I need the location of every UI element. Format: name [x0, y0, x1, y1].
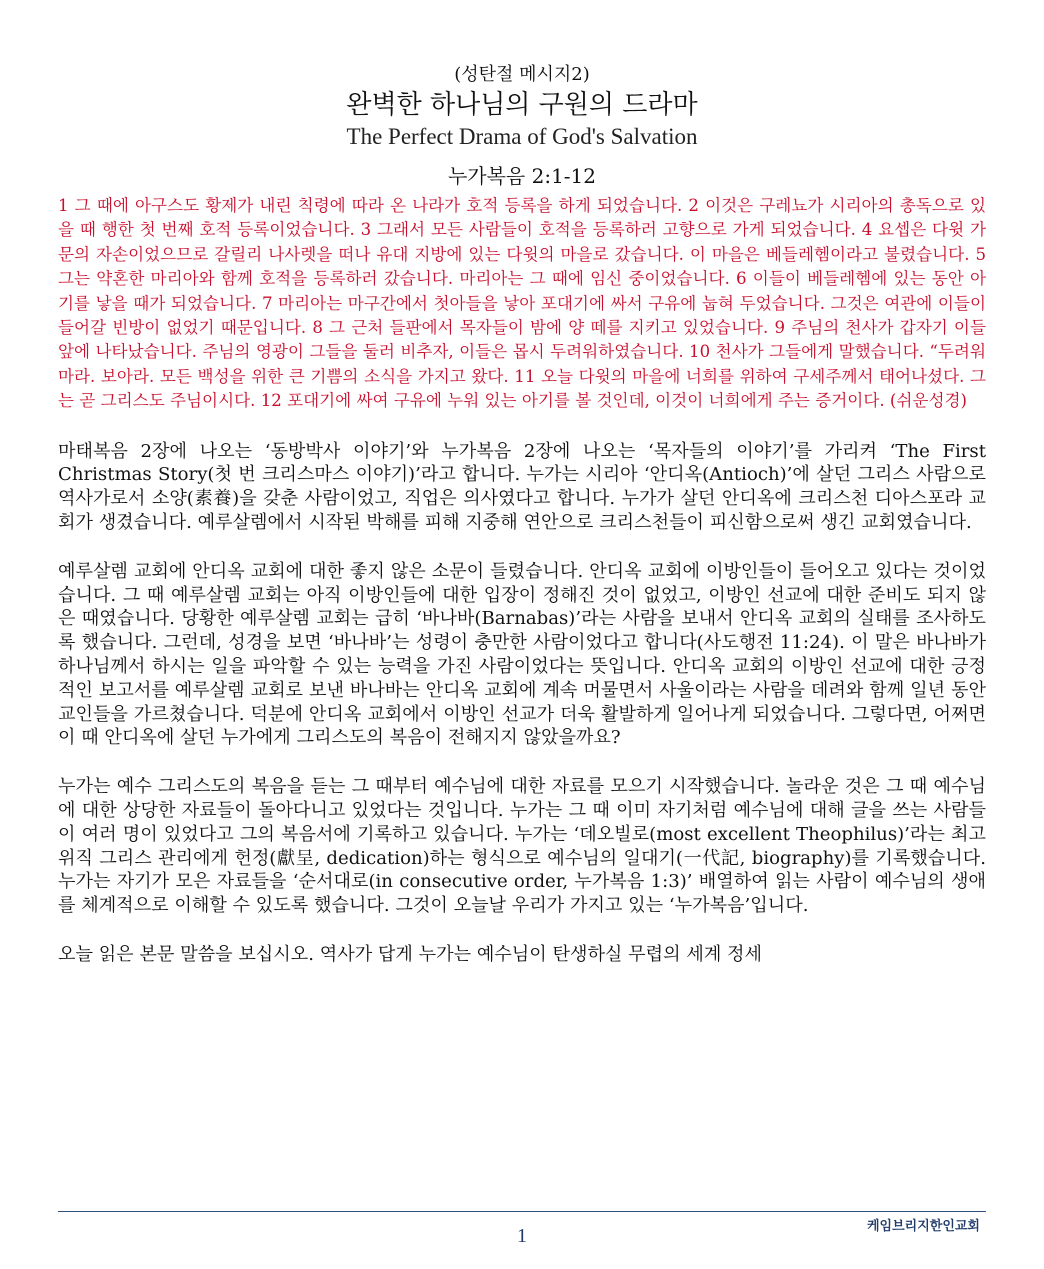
- document-header: [58, 62, 986, 190]
- scripture-reference: 누가복음 2:1-12: [447, 164, 597, 188]
- document-title-english: The Perfect Drama of God's Salvation: [346, 124, 698, 149]
- church-name: 케임브리지한인교회: [866, 1219, 980, 1234]
- body-paragraph-1: 마태복음 2장에 나오는 ‘동방박사 이야기’와 누가복음 2장에 나오는 ‘목자들의 이야기’를 가리켜 ‘The First Christmas Story(첫 번 크리스마스 이야기)’라고 합니다. 누가는 시리아 ‘안디옥(Antioch)’에 살던 그리스 사람으로 역사가로서 소양(素養)을 갖춘 사람이었고, 직업은 의사였다고 합니다. 누가가 살던 안디옥에 크리스천 디아스포라 교회가 생겼습니다. 예루살렘에서 시작된 박해를 피해 지중해 연안으로 크리스천들이 피신함으로써 생긴 교회였습니다.: [58, 440, 987, 534]
- footer-divider: [58, 1211, 986, 1212]
- document-page: [58, 62, 986, 992]
- body-paragraph-2: 예루살렘 교회에 안디옥 교회에 대한 좋지 않은 소문이 들렸습니다. 안디옥 교회에 이방인들이 들어오고 있다는 것이었습니다. 그 때 예루살렘 교회는 아직 이방인들에 대한 입장이 정해진 것이 없었고, 이방인 선교에 대한 준비도 되지 않은 때였습니다. 당황한 예루살렘 교회는 급히 ‘바나바(Barnabas)’라는 사람을 보내서 안디옥 교회의 실태를 조사하도록 했습니다. 그런데, 성경을 보면 ‘바나바’는 성령이 충만한 사람이었다고 합니다(사도행전 11:24). 이 말은 바나바가 하나님께서 하시는 일을 파악할 수 있는 능력을 가진 사람이었다는 뜻입니다. 안디옥 교회의 이방인 선교에 대한 긍정적인 보고서를 예루살렘 교회로 보낸 바나바는 안디옥 교회에 계속 머물면서 사울이라는 사람을 데려와 함께 일년 동안 교인들을 가르쳤습니다. 덕분에 안디옥 교회에서 이방인 선교가 더욱 활발하게 일어나게 되었습니다. 그렇다면, 어쩌면 이 때 안디옥에 살던 누가에게 그리스도의 복음이 전해지지 않았을까요?: [58, 560, 986, 749]
- body-paragraph-3: 누가는 예수 그리스도의 복음을 듣는 그 때부터 예수님에 대한 자료를 모으기 시작했습니다. 놀라운 것은 그 때 예수님에 대한 상당한 자료들이 돌아다니고 있었다는 것입니다. 누가는 그 때 이미 자기처럼 예수님에 대해 글을 쓰는 사람들이 여러 명이 있었다고 그의 복음서에 기록하고 있습니다. 누가는 ‘데오빌로(most excellent Theophilus)’라는 최고위직 그리스 관리에게 헌정(獻呈, dedication)하는 형식으로 예수님의 일대기(一代記, biography)를 기록했습니다. 누가는 자기가 모은 자료들을 ‘순서대로(in consecutive order, 누가복음 1:3)’ 배열하여 읽는 사람이 예수님의 생애를 체계적으로 이해할 수 있도록 했습니다. 그것이 오늘날 우리가 가지고 있는 ‘누가복음’입니다.: [58, 776, 986, 917]
- scripture-passage: 1 그 때에 아구스도 황제가 내린 칙령에 따라 온 나라가 호적 등록을 하게 되었습니다. 2 이것은 구레뇨가 시리아의 총독으로 있을 때 행한 첫 번째 호적 등록이었습니다. 3 그래서 모든 사람들이 호적을 등록하러 고향으로 가게 되었습니다. 4 요셉은 다윗 가문의 자손이었으므로 갈릴리 나사렛을 떠나 유대 지방에 있는 다윗의 마을로 갔습니다. 이 마을은 베들레헴이라고 불렸습니다. 5 그는 약혼한 마리아와 함께 호적을 등록하러 갔습니다. 마리아는 그 때에 임신 중이었습니다. 6 이들이 베들레헴에 있는 동안 아기를 낳을 때가 되었습니다. 7 마리아는 마구간에서 첫아들을 낳아 포대기에 싸서 구유에 눕혀 두었습니다. 그것은 여관에 이들이 들어갈 빈방이 없었기 때문입니다. 8 그 근처 들판에서 목자들이 밤에 양 떼를 지키고 있었습니다. 9 주님의 천사가 갑자기 이들 앞에 나타났습니다. 주님의 영광이 그들을 둘러 비추자, 이들은 몹시 두려워하였습니다. 10 천사가 그들에게 말했습니다. “두려워 마라. 보아라. 모든 백성을 위한 큰 기쁨의 소식을 가지고 왔다. 11 오늘 다윗의 마을에 너희를 위하여 구세주께서 태어나셨다. 그는 곧 그리스도 주님이시다. 12 포대기에 싸여 구유에 누워 있는 아기를 볼 것인데, 이것이 너희에게 주는 증거이다. (쉬운성경): [58, 196, 986, 411]
- document-title: 완벽한 하나님의 구원의 드라마: [346, 90, 698, 120]
- page-number: 1: [517, 1225, 527, 1247]
- body-paragraph-4: 오늘 읽은 본문 말씀을 보십시오. 역사가 답게 누가는 예수님이 탄생하실 무렵의 세계 정세: [58, 944, 763, 965]
- page-footer: [58, 1211, 986, 1261]
- message-subtitle: (성탄절 메시지2): [454, 64, 590, 85]
